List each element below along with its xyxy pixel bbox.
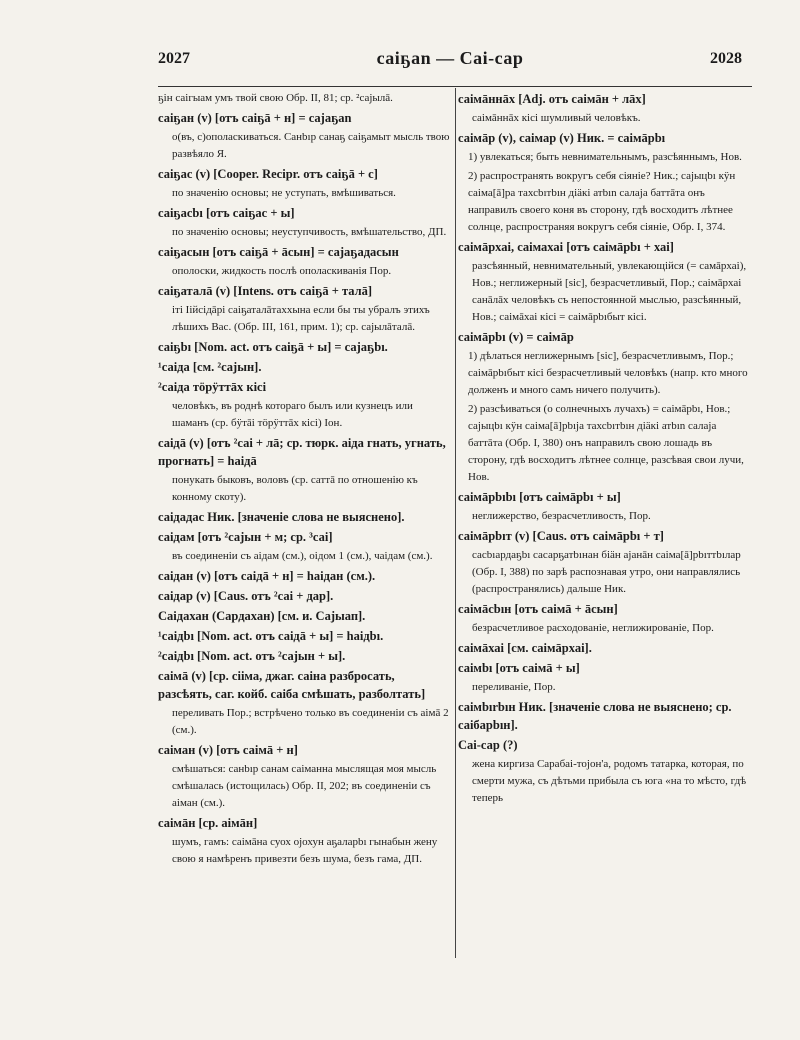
left-line: шумъ, гамъ: саімāна суох оjохун аҕаларbı гынабын жену свою я намѣренъ привезти безъ шума, безъ гама, ДП. [172, 836, 438, 865]
column-divider [455, 88, 456, 958]
left-line: саіҕан (v) [отъ саіҕā + н] = саjаҕаn [158, 111, 352, 125]
page-number-right: 2028 [710, 50, 742, 67]
right-line: саімāсbıн [отъ саімā + āсын] [458, 602, 618, 616]
left-line: саідā (v) [отъ ²саі + лā; ср. тюрк. аіда гнать, угнать, прогнать] = һаідā [158, 436, 446, 468]
right-line: саімbırbıн Ник. [значеніе слова не выяснено; ср. саібарbıн]. [458, 700, 732, 732]
right-line: неглижерство, безрасчетливость, Пор. [472, 510, 651, 522]
right-line: 1) дѣлаться неглижернымъ [sic], безрасчетливымъ, Пор.; саімāрbıбыт кісі безрасчетливый человѣкъ (напр. кто много долженъ и много самъ ничего получить). [468, 350, 748, 396]
left-line: переливать Пор.; встрѣчено только въ соединеніи съ аімā 2 (см.). [172, 707, 449, 736]
page-number-left: 2027 [158, 50, 190, 67]
right-line: разсѣянный, невнимательный, увлекающійся (= самāрхаі), Нов.; неглижерный [sic], безрасчетливый, Пор.; саімāрхаі санāлāх человѣкъ съ непостоянной мыслью, разсѣянный, Нов.; саімāхаі кісі = саімāрbıбыт кісі. [472, 260, 747, 323]
left-line: по значенію основы; не уступать, вмѣшиваться. [172, 187, 396, 199]
left-line: саіҕасbı [отъ саіҕас + ы] [158, 206, 295, 220]
right-line: безрасчетливое расходованіе, неглижированіе, Пор. [472, 622, 714, 634]
left-line: въ соединеніи съ аідам (см.), оідом 1 (см.), чаідам (см.). [172, 550, 433, 562]
left-line: саідар (v) [Caus. отъ ²саі + дар]. [158, 589, 334, 603]
left-line: о(въ, с)ополаскиваться. Санbıр санаҕ саіҕамыт мысль твою развѣяло Я. [172, 131, 450, 160]
left-line: саідан (v) [отъ саідā + н] = һаідан (см.). [158, 569, 376, 583]
right-line: сасbıардаҕbı сасарҕатbıнан біäн аjанāн саіма[ā]рbıттbıлар (Обр. I, 388) по зарѣ распознавая утро, они направлялись (распространялись) дальше Ник. [472, 549, 741, 595]
left-line: саіҕаталā (v) [Intens. отъ саіҕā + талā] [158, 284, 373, 298]
left-line: ¹саіда [см. ²саjын]. [158, 360, 262, 374]
right-line: 2) распространять вокругъ себя сіяніе? Ник.; саjыцbı кÿн саіма[ā]ра тахсbıтbıн діäкі атbın салаjа баттāта онъ направилъ своего коня въ сторону, гдѣ восходитъ лѣтнее солнце, распространяя вокругъ себя сіяніе, Обр. I, 374. [468, 170, 736, 233]
left-line: Саідахан (Сардахан) [см. и. Саjыап]. [158, 609, 366, 623]
right-line: 2) разсѣиваться (о солнечныхъ лучахъ) = саімāрbı, Нов.; саjыцbı кÿн саіма[ā]рbıја тахсbıтbıн діäкі атbın салаjа баттāта (Обр. I, 380) онъ направилъ свою лошадь въ сторону, гдѣ восходитъ лѣтнее солнце, разсѣвая свои лучи, Нов. [468, 403, 744, 483]
left-line: ополоски, жидкость послѣ ополаскиванія Пор. [172, 265, 392, 277]
left-line: саіҕасын [отъ саіҕā + āсын] = саjаҕадасын [158, 245, 399, 259]
left-line: ¹саідbı [Nom. act. отъ саідā + ы] = һаідbı. [158, 629, 384, 643]
left-line: саідадас Ник. [значеніе слова не выяснено]. [158, 510, 405, 524]
right-line: переливаніе, Пор. [472, 681, 556, 693]
right-line: Саі-сар (?) [458, 738, 518, 752]
left-line: іті Іійсідāрі саіҕаталāтаххына если бы ты убралъ этихъ лѣшихъ Вас. (Обр. III, 161, прим. 1); ср. саjылāталā. [172, 304, 430, 333]
left-line: саімā (v) [ср. сііма, джаг. саіна разбросать, разсѣять, саг. койб. саіба смѣшать, разболтать] [158, 669, 426, 701]
right-line: саімāрхаі, саімахаі [отъ саімāрbı + хаі] [458, 240, 674, 254]
left-column [158, 90, 450, 870]
right-column [458, 90, 752, 809]
right-line: саімāхаі [см. саімāрхаі]. [458, 641, 592, 655]
right-line: саімāрbı (v) = саімāр [458, 330, 574, 344]
page-header [150, 48, 750, 72]
right-line: саімāннāх кісі шумливый человѣкъ. [472, 112, 641, 124]
right-line: саімāннāх [Adj. отъ саімāн + лāх] [458, 92, 646, 106]
right-line: жена киргиза Сарабаі-тоjон'а, родомъ татарка, которая, по смерти мужа, съ дѣтьми прибыла съ юга «на то мѣсто, гдѣ теперь [472, 758, 747, 804]
left-line: ²саідbı [Nom. act. отъ ²саjын + ы]. [158, 649, 346, 663]
left-line: саідам [отъ ²саjын + м; ср. ³саі] [158, 530, 333, 544]
left-line: понукать быковъ, воловъ (ср. саттā по отношенію къ конному скоту). [172, 474, 418, 503]
right-line: саімāрbıbı [отъ саімāрbı + ы] [458, 490, 621, 504]
left-line: саіман (v) [отъ саімā + н] [158, 743, 298, 757]
left-line: ²саіда тöрÿттāх кісі [158, 380, 267, 394]
left-line: ҕін саігыам умъ твой свою Обр. II, 81; ср. ²саjылā. [158, 92, 393, 104]
left-line: по значенію основы; неуступчивость, вмѣшательство, ДП. [172, 226, 447, 238]
header-rule [158, 86, 752, 87]
left-line: смѣшаться: санbıр санам саіманна мыслящая моя мысль смѣшалась (истощилась) Обр. II, 202; въ соединеніи съ аіман (см.). [172, 763, 437, 809]
right-line: саімbı [отъ саімā + ы] [458, 661, 580, 675]
running-title: саіҕаn — Саі-сар [376, 48, 524, 68]
left-line: саіҕас (v) [Cooper. Recipr. отъ саіҕā + с] [158, 167, 378, 181]
right-line: саімāрbıт (v) [Caus. отъ саімāрbı + т] [458, 529, 664, 543]
left-line: саіҕbı [Nom. act. отъ саіҕā + ы] = саjаҕbı. [158, 340, 388, 354]
right-line: саімāр (v), саімар (v) Ник. = саімāрbı [458, 131, 666, 145]
right-line: 1) увлекаться; быть невнимательнымъ, разсѣяннымъ, Нов. [468, 151, 742, 163]
left-line: человѣкъ, въ роднѣ котораго былъ или кузнецъ или шаманъ (ср. бÿтāі тöрÿттāх кісі) Іон. [172, 400, 413, 429]
left-line: саімāн [ср. аімāн] [158, 816, 258, 830]
